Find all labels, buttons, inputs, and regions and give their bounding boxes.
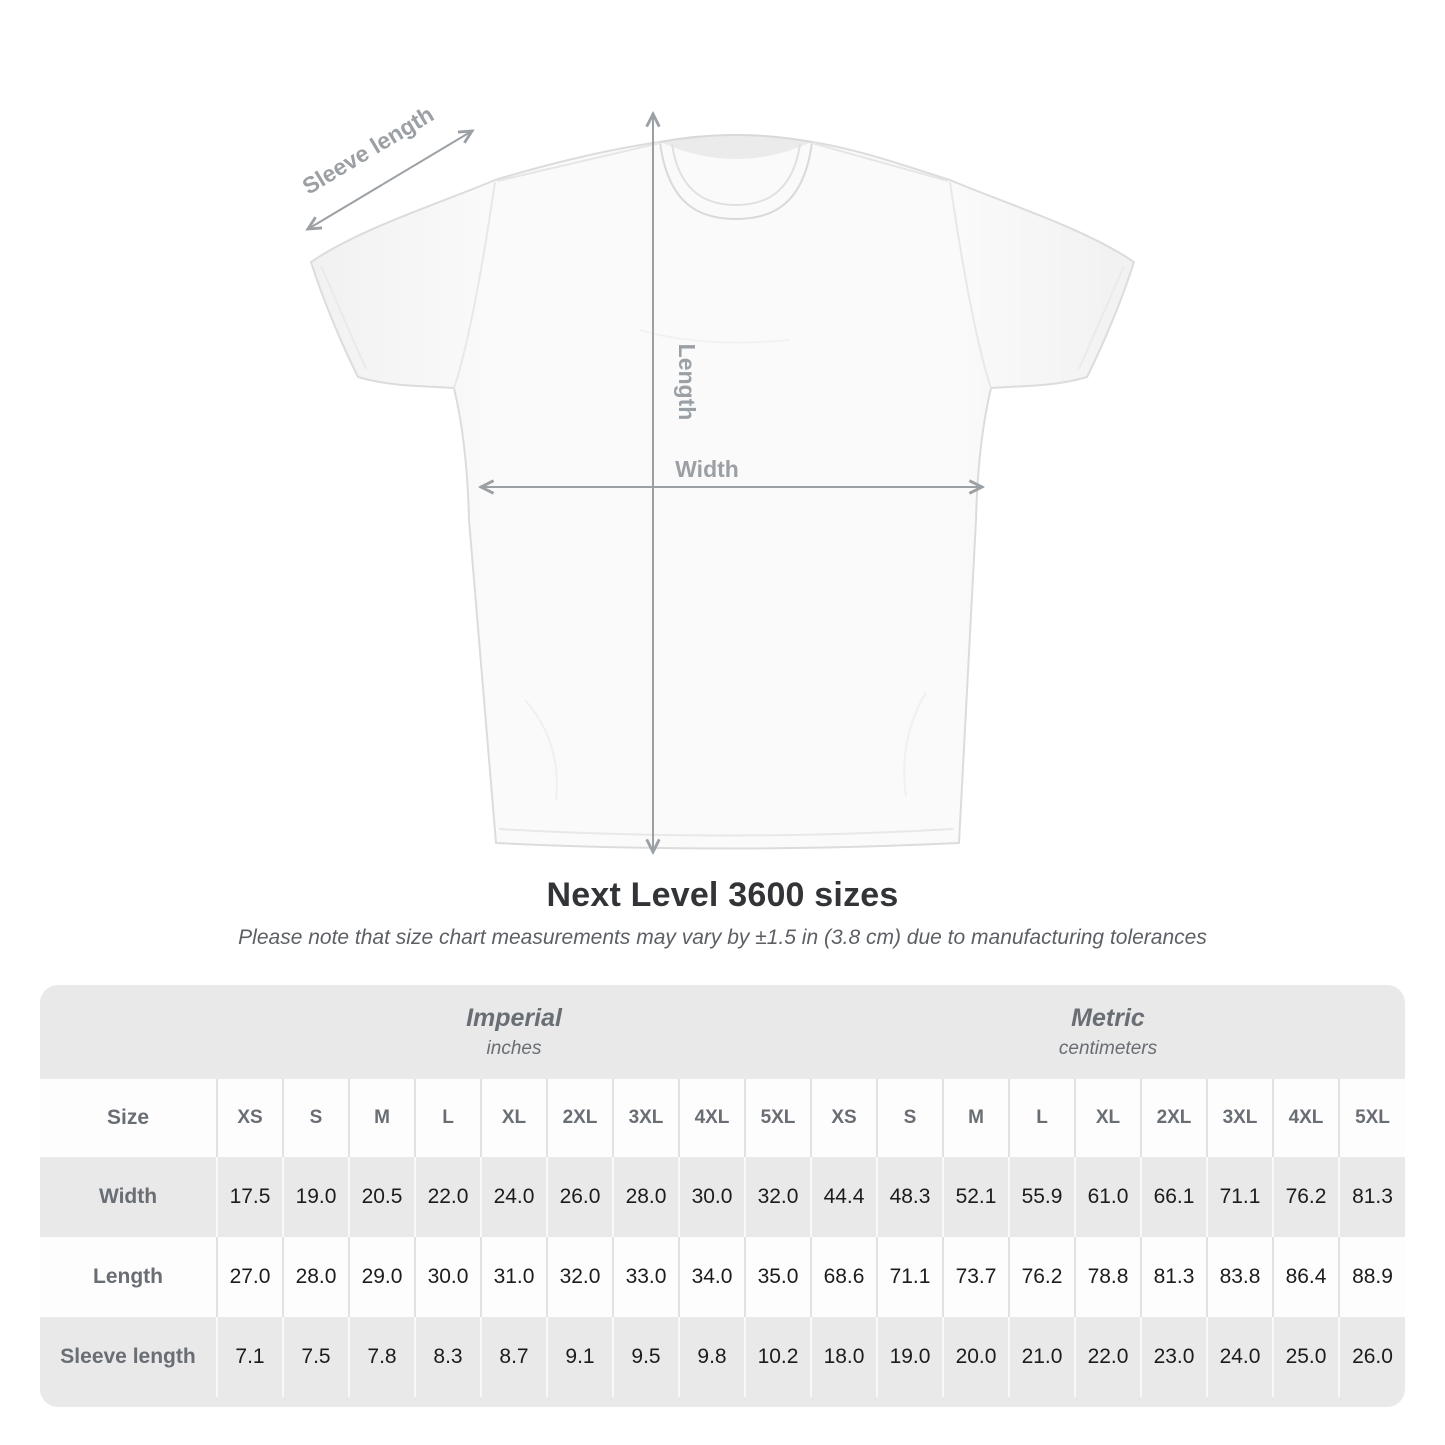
size-header-cell: XL (1075, 1079, 1141, 1157)
metric-value-cell: 20.0 (943, 1317, 1009, 1397)
imperial-value-cell: 32.0 (547, 1237, 613, 1317)
metric-value-cell: 76.2 (1273, 1157, 1339, 1237)
imperial-value-cell: 34.0 (679, 1237, 745, 1317)
metric-value-cell: 66.1 (1141, 1157, 1207, 1237)
corner-cell (40, 985, 217, 1079)
size-header-cell: XL (481, 1079, 547, 1157)
imperial-value-cell: 20.5 (349, 1157, 415, 1237)
imperial-value-cell: 30.0 (415, 1237, 481, 1317)
size-header-cell: 3XL (1207, 1079, 1273, 1157)
metric-value-cell: 73.7 (943, 1237, 1009, 1317)
size-header-cell: M (943, 1079, 1009, 1157)
imperial-value-cell: 24.0 (481, 1157, 547, 1237)
size-table-body (40, 985, 1405, 1397)
imperial-value-cell: 17.5 (217, 1157, 283, 1237)
imperial-value-cell: 22.0 (415, 1157, 481, 1237)
imperial-value-cell: 26.0 (547, 1157, 613, 1237)
unit-group-row (40, 985, 1405, 1079)
size-header-row (40, 1079, 1405, 1157)
metric-value-cell: 71.1 (877, 1237, 943, 1317)
metric-value-cell: 86.4 (1273, 1237, 1339, 1317)
size-header-cell: L (1009, 1079, 1075, 1157)
unit-group-label: Imperial (466, 1004, 562, 1032)
measurement-row-label: Length (93, 1265, 163, 1288)
page-title: Next Level 3600 sizes (546, 876, 899, 914)
size-header-cell: M (349, 1079, 415, 1157)
metric-value-cell: 81.3 (1339, 1157, 1405, 1237)
metric-value-cell: 25.0 (1273, 1317, 1339, 1397)
size-header-cell: 5XL (745, 1079, 811, 1157)
imperial-value-cell: 28.0 (283, 1237, 349, 1317)
metric-value-cell: 71.1 (1207, 1157, 1273, 1237)
measurement-row-length (40, 1237, 1405, 1317)
metric-value-cell: 55.9 (1009, 1157, 1075, 1237)
imperial-value-cell: 27.0 (217, 1237, 283, 1317)
imperial-value-cell: 7.8 (349, 1317, 415, 1397)
width-label: Width (675, 456, 739, 482)
metric-value-cell: 52.1 (943, 1157, 1009, 1237)
length-label: Length (674, 343, 700, 421)
unit-group-unit: inches (486, 1038, 542, 1059)
size-header-cell: 4XL (679, 1079, 745, 1157)
metric-value-cell: 88.9 (1339, 1237, 1405, 1317)
imperial-value-cell: 35.0 (745, 1237, 811, 1317)
measurement-row-sleeve-length (40, 1317, 1405, 1397)
metric-value-cell: 48.3 (877, 1157, 943, 1237)
measurement-row-width (40, 1157, 1405, 1237)
size-header-cell: 4XL (1273, 1079, 1339, 1157)
measurement-row-label: Sleeve length (60, 1345, 196, 1368)
tolerance-note: Please note that size chart measurements may vary by ±1.5 in (3.8 cm) due to manufacturing tolerances (238, 926, 1207, 949)
unit-group-unit: centimeters (1058, 1038, 1158, 1059)
imperial-value-cell: 10.2 (745, 1317, 811, 1397)
metric-value-cell: 78.8 (1075, 1237, 1141, 1317)
metric-value-cell: 81.3 (1141, 1237, 1207, 1317)
metric-value-cell: 23.0 (1141, 1317, 1207, 1397)
metric-value-cell: 68.6 (811, 1237, 877, 1317)
unit-group-cell-metric (811, 985, 1405, 1079)
imperial-value-cell: 31.0 (481, 1237, 547, 1317)
imperial-value-cell: 8.3 (415, 1317, 481, 1397)
metric-value-cell: 21.0 (1009, 1317, 1075, 1397)
metric-value-cell: 83.8 (1207, 1237, 1273, 1317)
size-header-cell: L (415, 1079, 481, 1157)
imperial-value-cell: 28.0 (613, 1157, 679, 1237)
size-column-header: Size (106, 1106, 150, 1129)
metric-value-cell: 76.2 (1009, 1237, 1075, 1317)
size-header-cell: XS (811, 1079, 877, 1157)
imperial-value-cell: 7.5 (283, 1317, 349, 1397)
tshirt-graphic (311, 135, 1134, 849)
imperial-value-cell: 9.8 (679, 1317, 745, 1397)
imperial-value-cell: 8.7 (481, 1317, 547, 1397)
metric-value-cell: 24.0 (1207, 1317, 1273, 1397)
size-header-cell: S (283, 1079, 349, 1157)
imperial-value-cell: 9.1 (547, 1317, 613, 1397)
imperial-value-cell: 7.1 (217, 1317, 283, 1397)
size-chart-table (40, 985, 1405, 1407)
metric-value-cell: 19.0 (877, 1317, 943, 1397)
measurement-row-label: Width (98, 1185, 158, 1208)
size-header-cell: 5XL (1339, 1079, 1405, 1157)
metric-value-cell: 61.0 (1075, 1157, 1141, 1237)
metric-value-cell: 44.4 (811, 1157, 877, 1237)
imperial-value-cell: 9.5 (613, 1317, 679, 1397)
size-header-cell: S (877, 1079, 943, 1157)
imperial-value-cell: 32.0 (745, 1157, 811, 1237)
metric-value-cell: 26.0 (1339, 1317, 1405, 1397)
metric-value-cell: 18.0 (811, 1317, 877, 1397)
unit-group-label: Metric (1071, 1004, 1145, 1032)
size-header-cell: 3XL (613, 1079, 679, 1157)
imperial-value-cell: 19.0 (283, 1157, 349, 1237)
size-header-cell: 2XL (1141, 1079, 1207, 1157)
size-header-cell: XS (217, 1079, 283, 1157)
metric-value-cell: 22.0 (1075, 1317, 1141, 1397)
size-header-cell: 2XL (547, 1079, 613, 1157)
imperial-value-cell: 30.0 (679, 1157, 745, 1237)
imperial-value-cell: 33.0 (613, 1237, 679, 1317)
imperial-value-cell: 29.0 (349, 1237, 415, 1317)
sleeve-length-label: Sleeve length (297, 100, 439, 200)
unit-group-cell-imperial (217, 985, 811, 1079)
